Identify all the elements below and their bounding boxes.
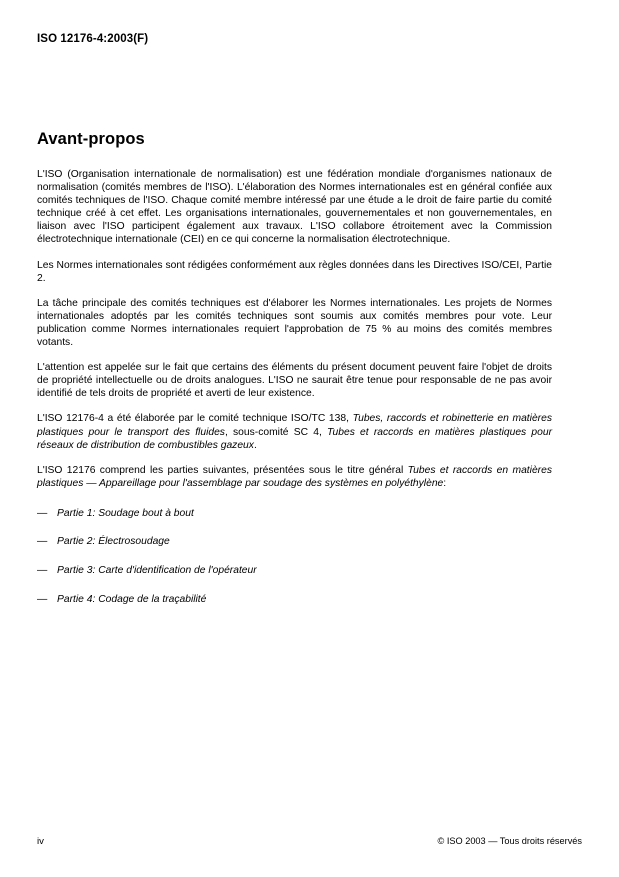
paragraph-foreword-5 (37, 412, 552, 451)
paragraph-foreword-4: L'attention est appelée sur le fait que certains des éléments du présent document peuvent faire l'objet de droits de propriété intellectuelle ou de droits analogues. L'ISO ne saurait être tenue pour responsable de ne pas avoir identifié de tels droits de propriété et averti de leur existence. (37, 362, 552, 400)
section-title: Avant-propos (37, 130, 145, 148)
committee-title-tc138: Tubes, raccords et robinetterie en matières plastiques pour le transport des fluides (37, 413, 552, 438)
page-number: iv (37, 836, 44, 847)
em-dash-icon: — (37, 536, 48, 548)
em-dash-icon: — (37, 593, 48, 605)
committee-intro-text: L'ISO 12176-4 a été élaborée par le comité technique ISO/TC 138, (37, 413, 353, 425)
list-item (37, 507, 552, 520)
list-item-label: Partie 1: Soudage bout à bout (57, 507, 194, 519)
list-item (37, 593, 552, 606)
page-content (37, 130, 552, 606)
parts-intro-text: L'ISO 12176 comprend les parties suivantes, présentées sous le titre général (37, 464, 408, 476)
em-dash-icon: — (37, 565, 48, 577)
committee-title-sc4: Tubes et raccords en matières plastiques pour réseaux de distribution de combustibles gazeux (37, 426, 553, 451)
list-item-label: Partie 3: Carte d'identification de l'opérateur (57, 565, 257, 577)
paragraph-foreword-2: Les Normes internationales sont rédigées conformément aux règles données dans les Directives ISO/CEI, Partie 2. (37, 259, 552, 284)
parts-list (37, 507, 552, 606)
em-dash-icon: — (37, 507, 48, 519)
parts-intro-colon: : (443, 477, 447, 489)
list-item (37, 564, 552, 577)
paragraph-foreword-6 (37, 464, 552, 490)
copyright-notice: © ISO 2003 — Tous droits réservés (437, 836, 582, 846)
list-item-label: Partie 2: Électrosoudage (57, 536, 170, 548)
paragraph-foreword-3: La tâche principale des comités techniques est d'élaborer les Normes internationales. Les projets de Normes internationales adoptés par les comités techniques sont soumis aux comités membres pour vote. Leur publication comme Normes internationales requiert l'approbation de 75 % au moins des comités membres votants. (37, 297, 552, 349)
page-footer (37, 836, 582, 847)
general-title: Tubes et raccords en matières plastiques — Appareillage pour l'assemblage par soudage des systèmes en polyéthylène (37, 464, 552, 489)
paragraph-foreword-1: L'ISO (Organisation internationale de normalisation) est une fédération mondiale d'organismes nationaux de normalisation (comités membres de l'ISO). L'élaboration des Normes internationales est en général confiée aux comités techniques de l'ISO. Chaque comité membre intéressé par une étude a le droit de faire partie du comité technique créé à cet effet. Les organisations internationales, gouvernementales et non gouvernementales, en liaison avec l'ISO participent également aux travaux. L'ISO collabore étroitement avec la Commission électrotechnique internationale (CEI) en ce qui concerne la normalisation électrotechnique. (37, 169, 552, 246)
list-item-label: Partie 4: Codage de la traçabilité (57, 593, 207, 605)
list-item (37, 535, 552, 548)
committee-sentence-end: . (253, 439, 257, 451)
subcommittee-intro-text: , sous-comité SC 4, (224, 426, 328, 438)
running-header: ISO 12176-4:2003(F) (37, 33, 149, 45)
